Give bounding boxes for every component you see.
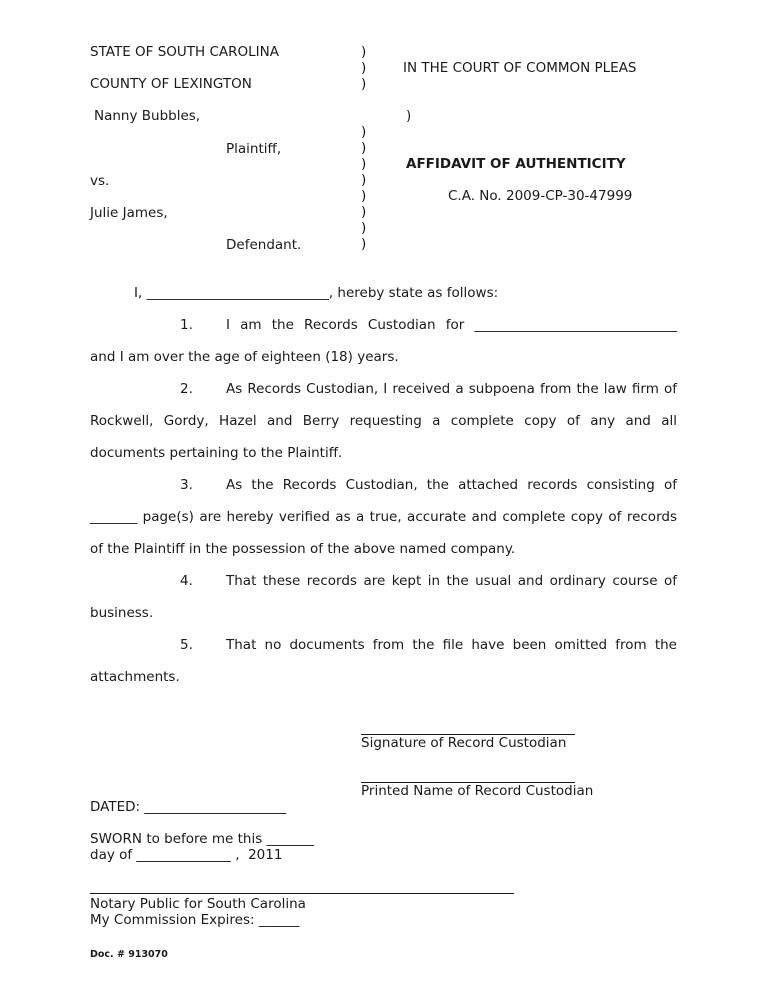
intro-statement: I, ___________________________, hereby state as follows: <box>134 285 499 301</box>
sworn-statement: SWORN to before me this _______ <box>90 831 314 847</box>
item-continuation: documents pertaining to the Plaintiff. <box>90 445 343 461</box>
caption-paren: ) <box>361 124 367 140</box>
dated-field: DATED: _____________________ <box>90 799 287 815</box>
defendant-role: Defendant. <box>226 237 302 253</box>
caption-paren: ) <box>361 156 367 172</box>
court-name: IN THE COURT OF COMMON PLEAS <box>403 60 637 76</box>
commission-expires: My Commission Expires: ______ <box>90 912 300 928</box>
numbered-item-3 <box>90 469 677 501</box>
caption-paren: ) <box>361 204 367 220</box>
caption-paren: ) <box>361 44 367 60</box>
item-text: That no documents from the file have been omitted from the <box>226 637 677 653</box>
notary-title: Notary Public for South Carolina <box>90 896 306 912</box>
item-text: That these records are kept in the usual and ordinary course of <box>226 573 677 589</box>
numbered-item-2 <box>90 373 677 405</box>
item-text: As the Records Custodian, the attached records consisting of <box>226 477 677 493</box>
item-text: I am the Records Custodian for ______________________________ <box>226 317 677 333</box>
item-continuation: _______ page(s) are hereby verified as a true, accurate and complete copy of records <box>90 509 677 525</box>
item-continuation: attachments. <box>90 669 180 685</box>
document-title: AFFIDAVIT OF AUTHENTICITY <box>406 156 626 172</box>
state-name: STATE OF SOUTH CAROLINA <box>90 44 279 60</box>
caption-paren: ) <box>361 188 367 204</box>
sworn-date: day of ______________ , 2011 <box>90 847 283 863</box>
numbered-item-4 <box>90 565 677 597</box>
item-number: 4. <box>180 573 193 589</box>
caption-paren: ) <box>361 76 367 92</box>
caption-paren: ) <box>406 108 412 124</box>
document-number: Doc. # 913070 <box>90 949 168 960</box>
notary-signature-line <box>90 893 514 894</box>
caption-paren: ) <box>361 172 367 188</box>
defendant-name: Julie James, <box>90 205 168 221</box>
item-text: As Records Custodian, I received a subpoena from the law firm of <box>226 381 677 397</box>
item-continuation: and I am over the age of eighteen (18) years. <box>90 349 399 365</box>
county-name: COUNTY OF LEXINGTON <box>90 76 252 92</box>
plaintiff-name: Nanny Bubbles, <box>94 108 201 124</box>
custodian-printed-name-label: Printed Name of Record Custodian <box>361 783 594 799</box>
caption-paren: ) <box>361 220 367 236</box>
item-number: 3. <box>180 477 193 493</box>
item-continuation: Rockwell, Gordy, Hazel and Berry requesting a complete copy of any and all <box>90 413 677 429</box>
item-number: 5. <box>180 637 193 653</box>
affidavit-body <box>90 277 677 693</box>
item-continuation: business. <box>90 605 154 621</box>
plaintiff-role: Plaintiff, <box>226 141 282 157</box>
item-continuation: of the Plaintiff in the possession of the above named company. <box>90 541 516 557</box>
item-number: 2. <box>180 381 193 397</box>
item-number: 1. <box>180 317 193 333</box>
custodian-signature-label: Signature of Record Custodian <box>361 735 567 751</box>
versus: vs. <box>90 173 110 189</box>
numbered-item-1 <box>90 309 677 341</box>
caption-paren: ) <box>361 140 367 156</box>
caption-paren: ) <box>361 60 367 76</box>
case-number: C.A. No. 2009-CP-30-47999 <box>448 188 633 204</box>
numbered-item-5 <box>90 629 677 661</box>
caption-paren: ) <box>361 236 367 252</box>
